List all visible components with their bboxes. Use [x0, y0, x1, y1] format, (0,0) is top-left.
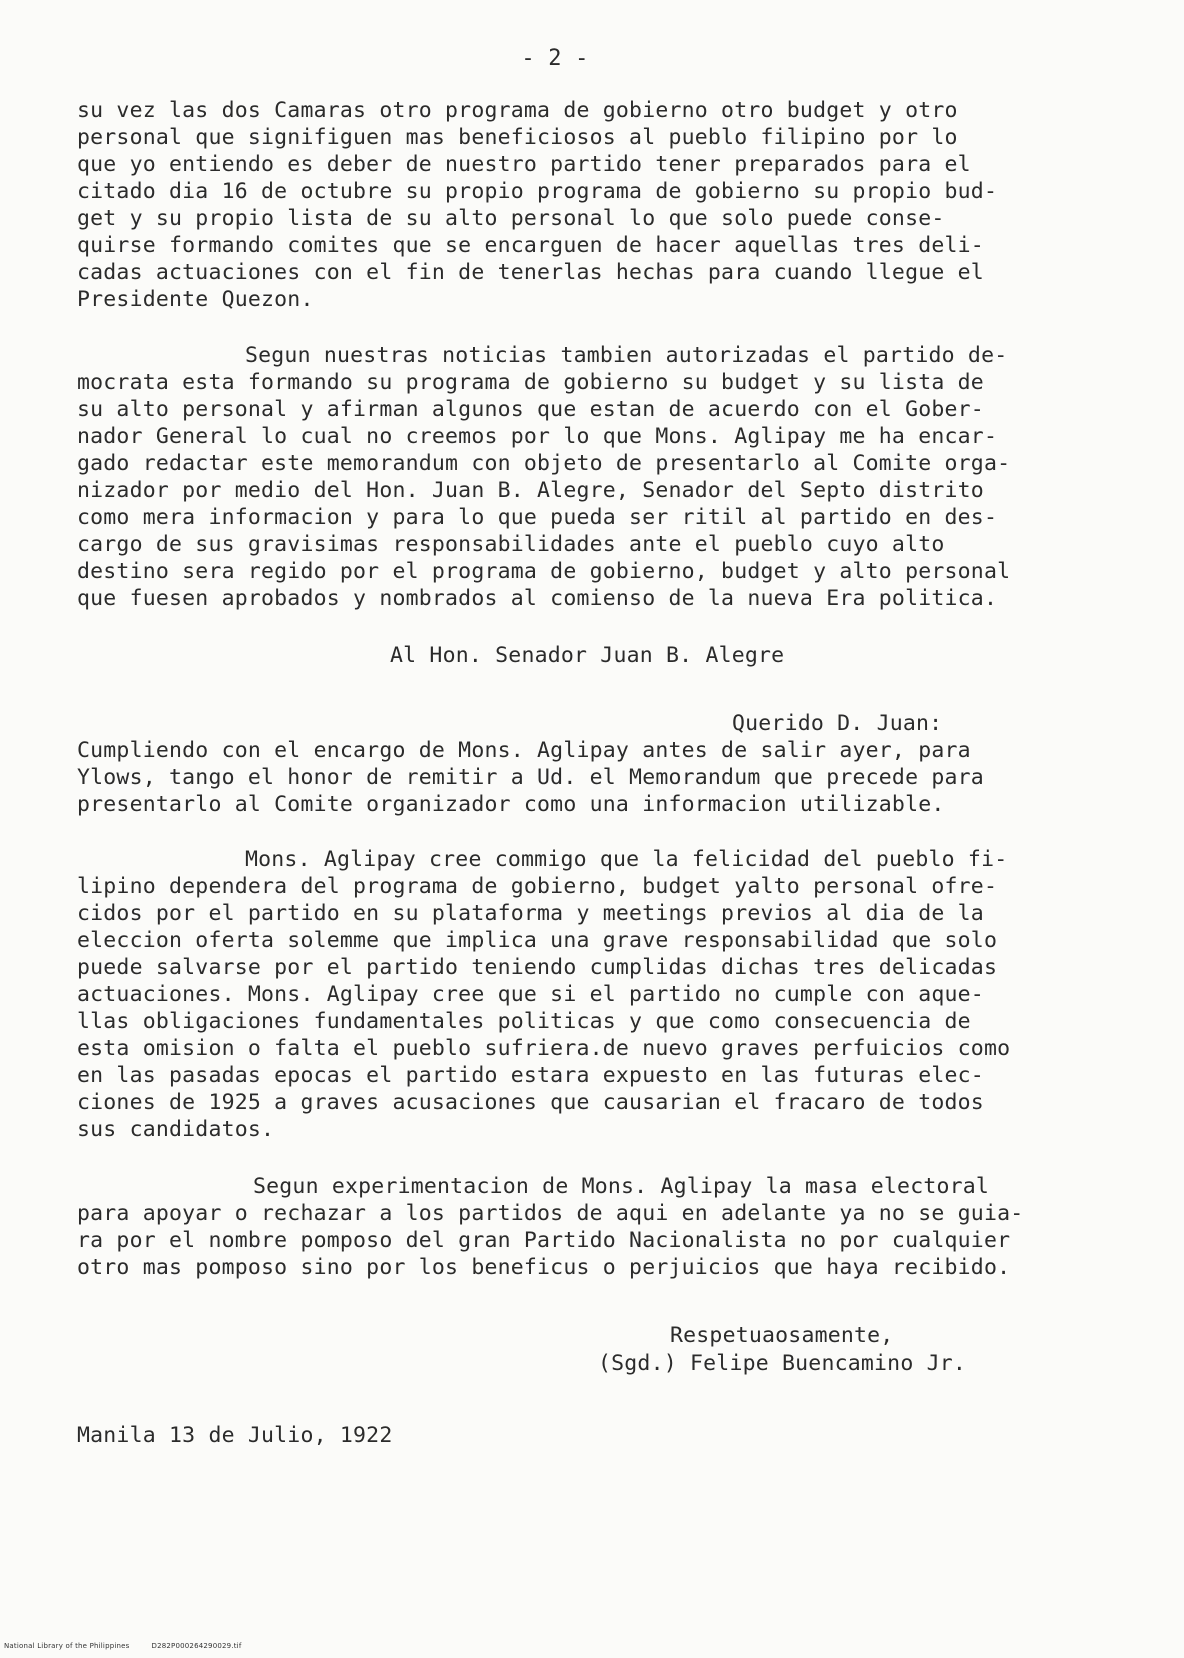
paragraph-2-line: nador General lo cual no creemos por lo que Mons. Aglipay me ha encar- — [77, 424, 998, 449]
paragraph-1-line: get y su propio lista de su alto personal lo que solo puede conse- — [77, 206, 945, 231]
paragraph-2-line: como mera informacion y para lo que pueda ser ritil al partido en des- — [77, 505, 998, 530]
paragraph-3-line: Ylows, tango el honor de remitir a Ud. el Memorandum que precede para — [77, 765, 984, 790]
paragraph-4-line: sus candidatos. — [77, 1117, 275, 1142]
paragraph-1-line: citado dia 16 de octubre su propio programa de gobierno su propio bud- — [77, 179, 998, 204]
page-number: - 2 - — [521, 46, 589, 71]
paragraph-2-line: gado redactar este memorandum con objeto de presentarlo al Comite orga- — [77, 451, 1011, 476]
paragraph-1-line: su vez las dos Camaras otro programa de gobierno otro budget y otro — [77, 98, 958, 123]
signature: (Sgd.) Felipe Buencamino Jr. — [598, 1351, 967, 1376]
closing: Respetuaosamente, — [670, 1323, 894, 1348]
paragraph-2-line: cargo de sus gravisimas responsabilidades ante el pueblo cuyo alto — [77, 532, 945, 557]
date-line: Manila 13 de Julio, 1922 — [77, 1423, 393, 1448]
paragraph-4-line: cidos por el partido en su plataforma y meetings previos al dia de la — [77, 901, 984, 926]
scan-footer — [4, 1642, 264, 1650]
paragraph-2-line: destino sera regido por el programa de gobierno, budget y alto personal — [77, 559, 1011, 584]
paragraph-4-line: actuaciones. Mons. Aglipay cree que si el partido no cumple con aque- — [77, 982, 984, 1007]
paragraph-5-line: Segun experimentacion de Mons. Aglipay la masa electoral — [253, 1174, 990, 1199]
paragraph-3-line: presentarlo al Comite organizador como una informacion utilizable. — [77, 792, 945, 817]
paragraph-1-line: quirse formando comites que se encarguen de hacer aquellas tres deli- — [77, 233, 984, 258]
paragraph-4-line: esta omision o falta el pueblo sufriera.de nuevo graves perfuicios como — [77, 1036, 1011, 1061]
paragraph-1-line: que yo entiendo es deber de nuestro partido tener preparados para el — [77, 152, 971, 177]
paragraph-3-line: Cumpliendo con el encargo de Mons. Aglipay antes de salir ayer, para — [77, 738, 971, 763]
paragraph-4-line: en las pasadas epocas el partido estara expuesto en las futuras elec- — [77, 1063, 984, 1088]
paragraph-2-line: su alto personal y afirman algunos que estan de acuerdo con el Gober- — [77, 397, 984, 422]
paragraph-2-line: que fuesen aprobados y nombrados al comienso de la nueva Era politica. — [77, 586, 998, 611]
paragraph-5-line: ra por el nombre pomposo del gran Partido Nacionalista no por cualquier — [77, 1228, 1011, 1253]
paragraph-1-line: personal que signifiguen mas beneficiosos al pueblo filipino por lo — [77, 125, 958, 150]
paragraph-4-line: eleccion oferta solemme que implica una grave responsabilidad que solo — [77, 928, 998, 953]
paragraph-1-line: Presidente Quezon. — [77, 287, 314, 312]
paragraph-5-line: para apoyar o rechazar a los partidos de aqui en adelante ya no se guia- — [77, 1201, 1024, 1226]
paragraph-2-line: mocrata esta formando su programa de gobierno su budget y su lista de — [77, 370, 984, 395]
footer-file-id: D282P000264290029.tif — [151, 1642, 242, 1650]
paragraph-4-line: ciones de 1925 a graves acusaciones que causarian el fracaro de todos — [77, 1090, 984, 1115]
paragraph-5-line: otro mas pomposo sino por los beneficus o perjuicios que haya recibido. — [77, 1255, 1011, 1280]
footer-institution: National Library of the Philippines — [4, 1642, 130, 1650]
paragraph-2-line: Segun nuestras noticias tambien autorizadas el partido de- — [245, 343, 1008, 368]
paragraph-4-line: Mons. Aglipay cree commigo que la felicidad del pueblo fi- — [245, 847, 1008, 872]
addressee: Al Hon. Senador Juan B. Alegre — [390, 643, 785, 668]
paragraph-4-line: puede salvarse por el partido teniendo cumplidas dichas tres delicadas — [77, 955, 998, 980]
paragraph-1-line: cadas actuaciones con el fin de tenerlas hechas para cuando llegue el — [77, 260, 984, 285]
paragraph-4-line: lipino dependera del programa de gobierno, budget yalto personal ofre- — [77, 874, 998, 899]
paragraph-4-line: llas obligaciones fundamentales politicas y que como consecuencia de — [77, 1009, 971, 1034]
salutation: Querido D. Juan: — [732, 711, 943, 736]
paragraph-2-line: nizador por medio del Hon. Juan B. Alegre, Senador del Septo distrito — [77, 478, 984, 503]
